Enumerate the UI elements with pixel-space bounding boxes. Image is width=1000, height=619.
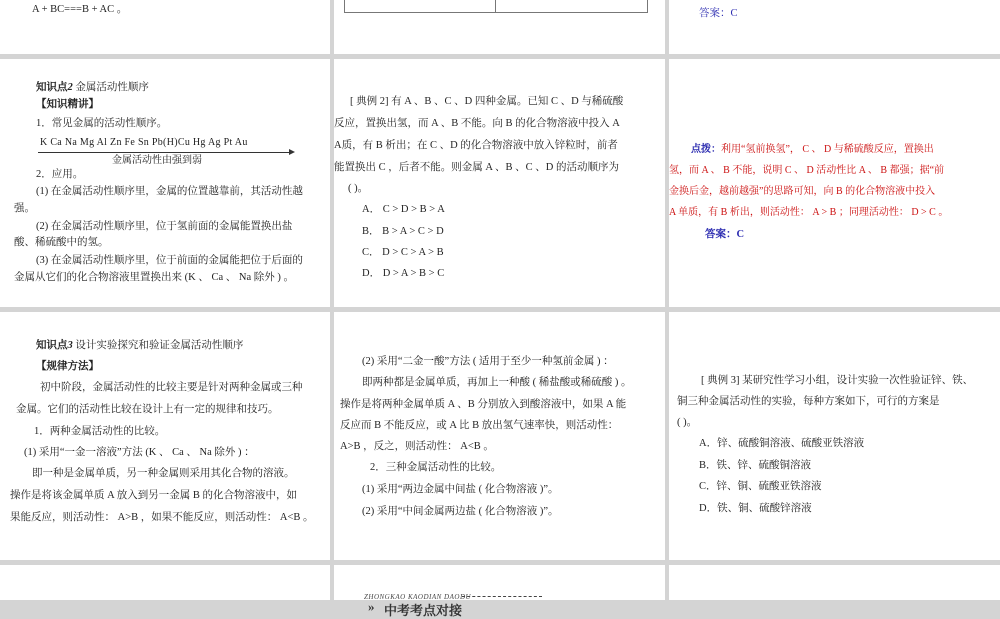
method-line-3: 操作是将两种金属单质 A 、B 分别放入到酸溶液中，如果 A 能 — [340, 399, 627, 410]
knowledge-point-heading — [36, 339, 243, 353]
activity-series: K Ca Na Mg Al Zn Fe Sn Pb(H)Cu Hg Ag Pt Au — [40, 137, 248, 148]
section-subtitle: 【知识精讲】 — [36, 99, 99, 110]
heading-number: 3 — [67, 340, 73, 351]
heading-prefix: 知识点 — [36, 340, 68, 351]
question-line-3: A质，有 B 析出；在 C 、D 的化合物溶液中放入锌粒时，前者 — [334, 140, 618, 151]
chevron-icon: » — [368, 599, 375, 614]
slide-2 — [334, 0, 665, 54]
option-d[interactable]: D．铁、铜、硫酸锌溶液 — [699, 503, 812, 514]
method-line-2: 即两种都是金属单质，再加上一种酸 ( 稀盐酸或稀硫酸 ) 。 — [362, 377, 632, 388]
slide-7 — [0, 312, 330, 560]
hint-line-4: A 单质，有 B 析出，则活动性： A > B ；同理活动性： D > C 。 — [669, 207, 949, 218]
equation-line: A + BC===B + AC 。 — [32, 4, 128, 15]
table-cell-right — [505, 0, 599, 12]
point-3b: 金属从它们的化合物溶液里置换出来 (K 、 Ca 、 Na 除外 ) 。 — [14, 272, 294, 283]
point-1b: 强。 — [14, 203, 35, 214]
heading-text: 金属活动性顺序 — [75, 82, 149, 93]
slide-6 — [669, 59, 1000, 307]
slide-12 — [669, 565, 1000, 600]
hint-line-1 — [691, 143, 934, 157]
option-a[interactable]: A． C > D > B > A — [362, 204, 445, 215]
point-1a: (1) 在金属活动性顺序里，金属的位置越靠前，其活动性越 — [36, 186, 303, 197]
header-dashed-line — [462, 596, 542, 597]
table-fragment — [344, 0, 648, 13]
slide-1 — [0, 0, 330, 54]
question-line-3: ( )。 — [677, 417, 698, 428]
question-line-1: [ 典例 2] 有 A 、B 、C 、D 四种金属。已知 C 、D 与稀硫酸 — [350, 96, 624, 107]
slide-4 — [0, 59, 330, 307]
slide-5 — [334, 59, 665, 307]
arrow-line — [38, 152, 290, 153]
question-line-4: 能置换出 C ，后者不能。则金属 A 、B 、C 、D 的活动顺序为 — [334, 162, 619, 173]
header-title: 中考考点对接 — [384, 603, 463, 618]
point-3a: (3) 在金属活动性顺序里，位于前面的金属能把位于后面的 — [36, 255, 303, 266]
section-subtitle: 【规律方法】 — [36, 361, 99, 372]
series-caption: 金属活动性由强到弱 — [112, 155, 202, 166]
hint-text-1: 利用“氢前换氢”， C 、 D 与稀硫酸反应，置换出 — [721, 144, 934, 155]
option-a[interactable]: A．锌、硫酸铜溶液、硫酸亚铁溶液 — [699, 438, 865, 449]
heading-prefix: 知识点 — [36, 82, 68, 93]
method-line-1: (2) 采用“二金一酸”方法 ( 适用于至少一种氢前金属 ) ： — [362, 356, 614, 367]
method-line-4: 反应而 B 不能反应，或 A 比 B 放出氢气速率快，则活动性： — [340, 420, 619, 431]
option-d[interactable]: D． D > A > B > C — [362, 268, 445, 279]
question-line-5: ( )。 — [348, 183, 369, 194]
heading-number: 2 — [67, 82, 73, 93]
hint-label: 点拨： — [691, 144, 721, 155]
option-b[interactable]: B． B > A > C > D — [362, 226, 444, 237]
header-subtitle: ZHONGKAO KAODIAN DAODU — [364, 593, 472, 601]
method-line-8: (2) 采用“中间金属两边盐 ( 化合物溶液 )”。 — [362, 506, 559, 517]
slide-8 — [334, 312, 665, 560]
option-c[interactable]: C．锌、铜、硫酸亚铁溶液 — [699, 481, 822, 492]
method-line-3: 1．两种金属活动性的比较。 — [34, 426, 166, 437]
hint-line-2: 氢，而 A 、 B 不能，说明 C 、 D 活动性比 A 、 B 都强；据“前 — [669, 165, 945, 176]
method-line-2: 金属。它们的活动性比较在设计上有一定的规律和技巧。 — [16, 404, 279, 415]
answer-text: 答案：C — [699, 8, 738, 19]
method-line-6: 操作是将该金属单质 A 放入到另一金属 B 的化合物溶液中，如 — [10, 490, 298, 501]
table-cell-left — [353, 0, 459, 12]
point-2b: 酸、稀硫酸中的氢。 — [14, 237, 109, 248]
slide-10 — [0, 565, 330, 600]
heading-text: 设计实验探究和验证金属活动性顺序 — [75, 340, 244, 351]
item-1: 1．常见金属的活动性顺序。 — [36, 118, 168, 129]
method-line-5: 即一种是金属单质，另一种金属则采用其化合物的溶液。 — [32, 468, 295, 479]
method-line-5: A>B ，反之，则活动性： A<B 。 — [340, 441, 494, 452]
question-line-2: 反应，置换出氢，而 A 、B 不能。向 B 的化合物溶液中投入 A — [334, 118, 620, 129]
question-line-2: 铜三种金属活动性的实验，每种方案如下，可行的方案是 — [677, 396, 940, 407]
hint-line-3: 金换后金，越前越强”的思路可知，向 B 的化合物溶液中投入 — [669, 186, 936, 197]
slide-9 — [669, 312, 1000, 560]
slide-3 — [669, 0, 1000, 54]
method-line-1: 初中阶段，金属活动性的比较主要是针对两种金属或三种 — [40, 382, 303, 393]
arrow-head-icon — [289, 149, 295, 155]
table-divider — [495, 0, 496, 12]
answer-text: 答案：C — [705, 229, 745, 240]
method-line-6: 2．三种金属活动性的比较。 — [370, 462, 502, 473]
point-2a: (2) 在金属活动性顺序里，位于氢前面的金属能置换出盐 — [36, 221, 293, 232]
method-line-7: 果能反应，则活动性： A>B ，如果不能反应，则活动性： A<B 。 — [10, 512, 314, 523]
method-line-4: (1) 采用“一金一溶液”方法 (K 、 Ca 、 Na 除外 ) ： — [24, 447, 255, 458]
item-2: 2．应用。 — [36, 169, 84, 180]
option-c[interactable]: C． D > C > A > B — [362, 247, 444, 258]
slide-11 — [334, 565, 665, 618]
method-line-7: (1) 采用“两边金属中间盐 ( 化合物溶液 )”。 — [362, 484, 559, 495]
knowledge-point-heading — [36, 81, 149, 95]
question-line-1: [ 典例 3] 某研究性学习小组，设计实验一次性验证锌、铁、 — [701, 375, 974, 386]
option-b[interactable]: B．铁、锌、硫酸铜溶液 — [699, 460, 812, 471]
